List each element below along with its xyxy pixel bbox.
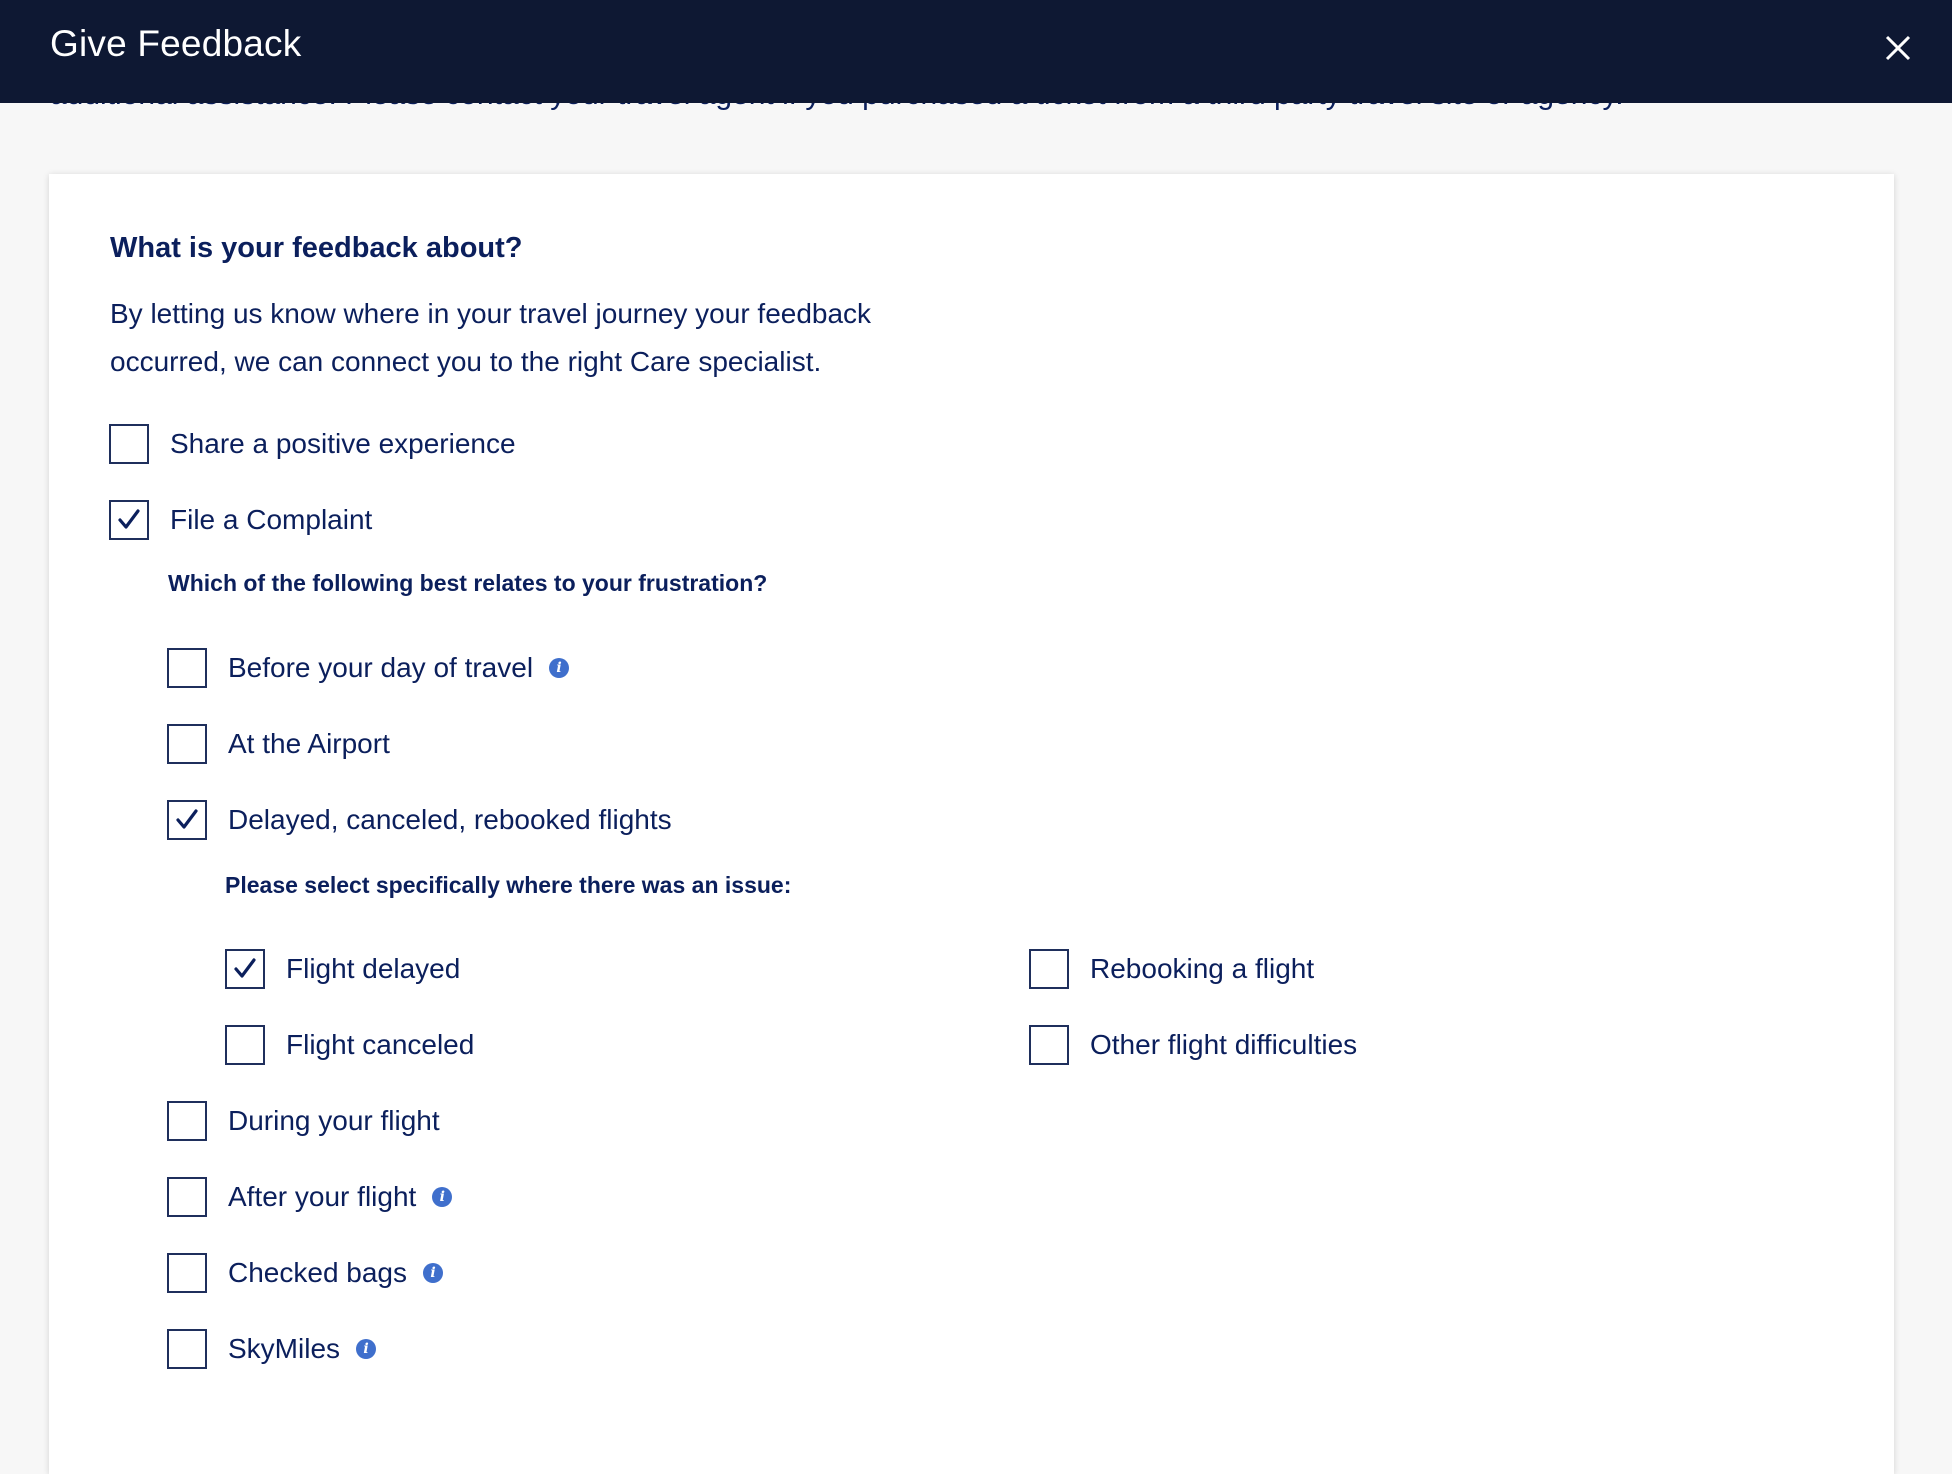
checkbox-box[interactable]	[167, 648, 207, 688]
frustration-question: Which of the following best relates to your frustration?	[168, 570, 768, 596]
info-icon[interactable]: i	[423, 1263, 443, 1283]
close-icon	[1878, 28, 1918, 68]
checkbox-label: At the Airport	[228, 728, 390, 759]
info-icon[interactable]: i	[432, 1187, 452, 1207]
question-description: By letting us know where in your travel journey your feedback occurred, we can connect you to the right Care specialist.	[110, 298, 872, 377]
checkbox-label: Flight delayed	[286, 953, 461, 984]
info-icon[interactable]: i	[549, 658, 569, 678]
checkbox-box[interactable]	[1029, 949, 1069, 989]
checkbox-after-your-flight[interactable]	[167, 1177, 452, 1217]
checkbox-box[interactable]	[167, 1329, 207, 1369]
checkbox-label: Delayed, canceled, rebooked flights	[228, 804, 672, 835]
checkmark-icon	[231, 955, 259, 983]
checkbox-flight-canceled[interactable]	[225, 1025, 474, 1065]
checkbox-label: Flight canceled	[286, 1029, 475, 1060]
checkbox-box[interactable]	[167, 724, 207, 764]
checkbox-label: Other flight difficulties	[1090, 1029, 1358, 1060]
checkbox-box[interactable]	[1029, 1025, 1069, 1065]
checkbox-label: SkyMiles	[228, 1333, 341, 1364]
issue-question: Please select specifically where there was an issue:	[225, 872, 792, 898]
checkbox-box[interactable]	[167, 1177, 207, 1217]
checkbox-before-day-of-travel[interactable]	[167, 648, 569, 688]
checkbox-box[interactable]	[167, 800, 207, 840]
checkbox-file-complaint[interactable]	[109, 500, 372, 540]
modal-title: Give Feedback	[50, 23, 302, 64]
checkbox-other-flight-difficulties[interactable]	[1029, 1025, 1357, 1065]
question-title: What is your feedback about?	[110, 232, 523, 264]
checkbox-label: Rebooking a flight	[1090, 953, 1315, 984]
checkbox-label: After your flight	[228, 1181, 417, 1212]
checkbox-rebooking-a-flight[interactable]	[1029, 949, 1314, 989]
checkbox-label: During your flight	[228, 1105, 440, 1136]
checkbox-label: File a Complaint	[170, 504, 373, 535]
checkbox-checked-bags[interactable]	[167, 1253, 443, 1293]
checkbox-flight-delayed[interactable]	[225, 949, 460, 989]
checkmark-icon	[173, 806, 201, 834]
checkmark-icon	[115, 506, 143, 534]
checkbox-box[interactable]	[225, 1025, 265, 1065]
checkbox-box[interactable]	[109, 500, 149, 540]
checkbox-box[interactable]	[225, 949, 265, 989]
modal-header	[0, 0, 1952, 103]
checkbox-box[interactable]	[167, 1101, 207, 1141]
checkbox-label: Checked bags	[228, 1257, 408, 1288]
checkbox-share-positive-experience[interactable]	[109, 424, 516, 464]
checkbox-at-the-airport[interactable]	[167, 724, 390, 764]
close-button[interactable]	[1878, 28, 1918, 68]
info-icon[interactable]: i	[356, 1339, 376, 1359]
checkbox-box[interactable]	[167, 1253, 207, 1293]
checkbox-during-your-flight[interactable]	[167, 1101, 440, 1141]
checkbox-label: Before your day of travel	[228, 652, 534, 683]
checkbox-label: Share a positive experience	[170, 428, 516, 459]
checkbox-box[interactable]	[109, 424, 149, 464]
checkbox-delayed-canceled-rebooked[interactable]	[167, 800, 672, 840]
checkbox-skymiles[interactable]	[167, 1329, 376, 1369]
